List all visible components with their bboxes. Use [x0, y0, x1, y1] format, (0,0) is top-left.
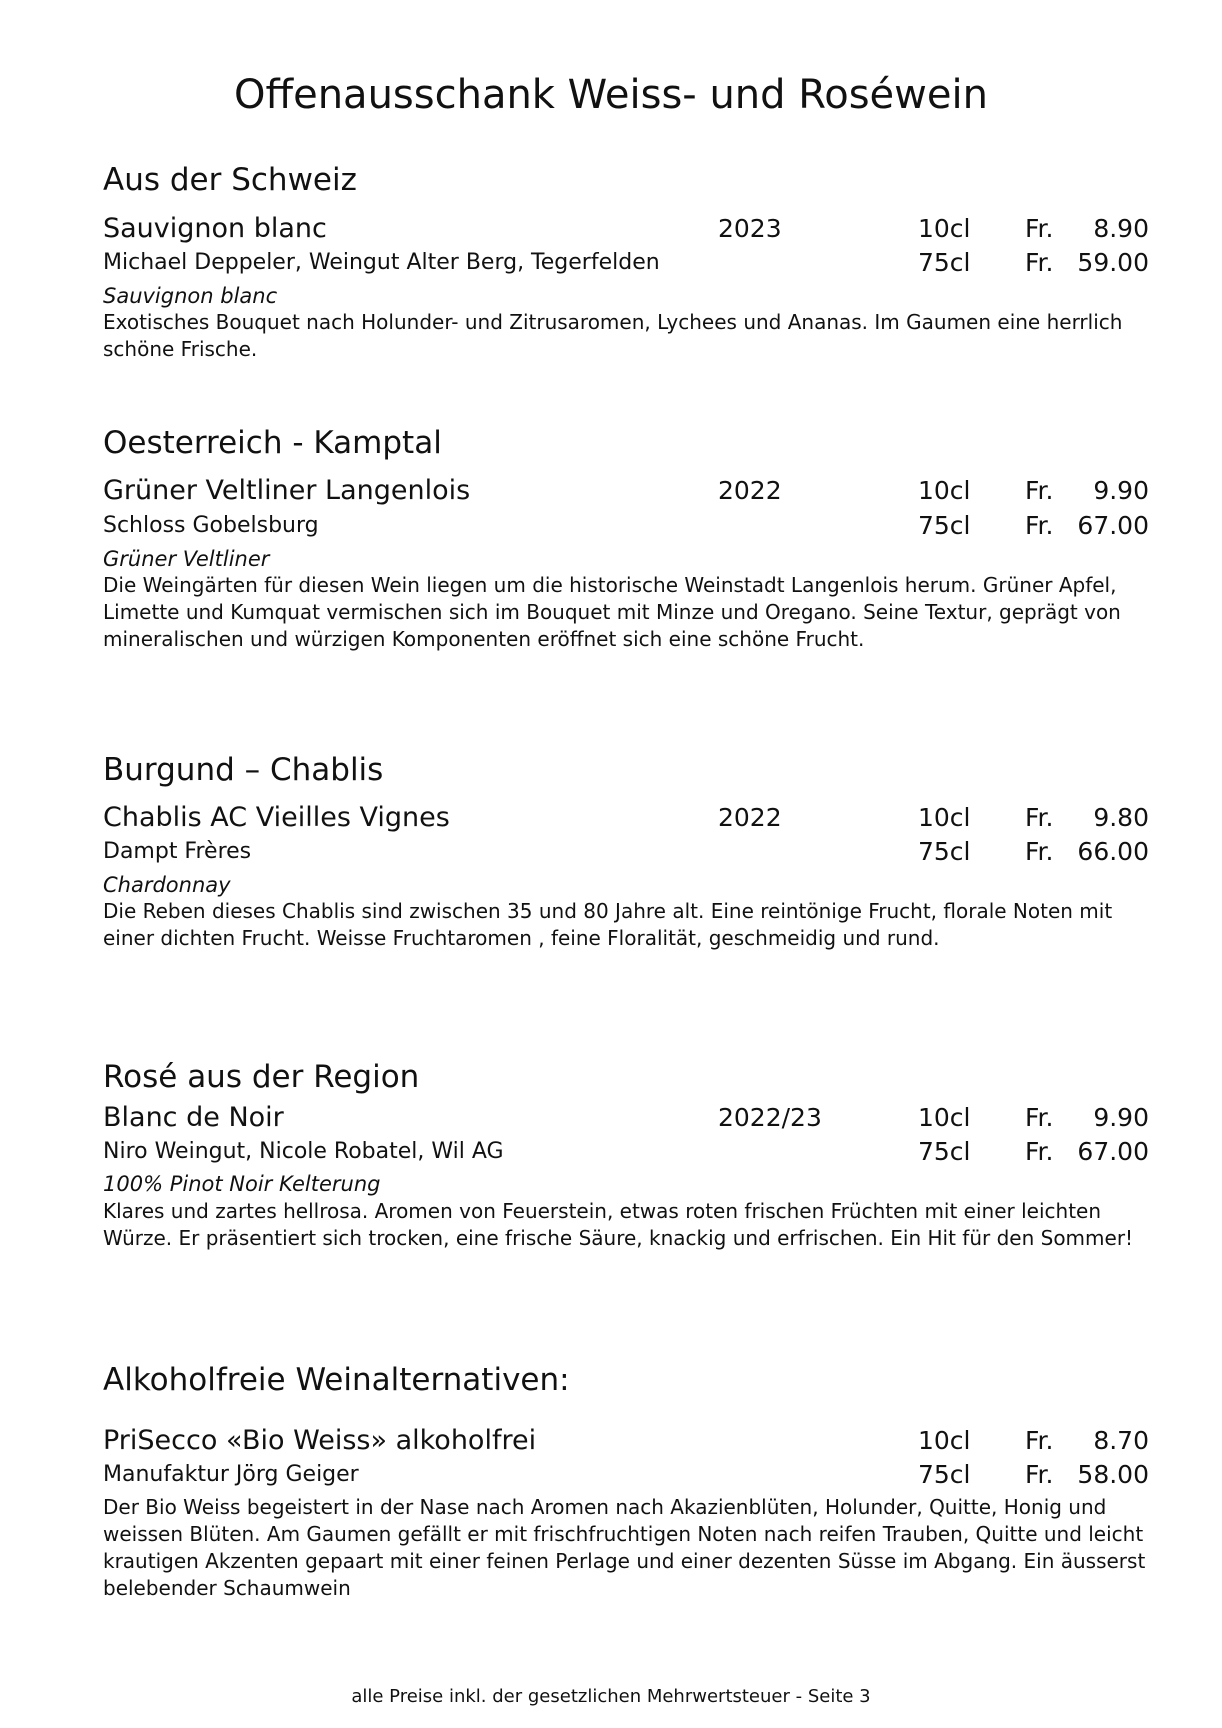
bottle-size: 75cl: [918, 511, 971, 540]
price-glass: 9.90: [1093, 476, 1149, 505]
region-heading-rose: Rosé aus der Region: [103, 1059, 420, 1095]
region-heading-burgund: Burgund – Chablis: [103, 752, 384, 788]
currency: Fr.: [1025, 837, 1054, 866]
currency: Fr.: [1025, 1137, 1054, 1166]
glass-size: 10cl: [918, 1426, 971, 1455]
wine-row: [0, 1101, 1222, 1135]
wine-row: [0, 212, 1222, 246]
wine-name: Grüner Veltliner Langenlois: [103, 475, 471, 506]
price-glass: 9.80: [1093, 803, 1149, 832]
currency: Fr.: [1025, 803, 1054, 832]
wine-description: Der Bio Weiss begeistert in der Nase nach Aromen nach Akazienblüten, Holunder, Quitte, Honig und weissen Blüten. Am Gaumen gefällt er mit frischfruchtigen Noten nach reifen Trauben, Quitte und leicht krautigen Akzenten gepaart mit einer feinen Perlage und einer dezenten Süsse im Abgang. Ein äusserst belebender Schaumwein: [103, 1495, 1146, 1600]
price-bottle: 66.00: [1077, 837, 1149, 866]
producer: Schloss Gobelsburg: [103, 513, 319, 538]
wine-name: PriSecco «Bio Weiss» alkoholfrei: [103, 1425, 537, 1456]
currency: Fr.: [1025, 1103, 1054, 1132]
glass-size: 10cl: [918, 214, 971, 243]
currency: Fr.: [1025, 214, 1054, 243]
wine-row: [0, 474, 1222, 508]
producer: Michael Deppeler, Weingut Alter Berg, Tegerfelden: [103, 250, 660, 275]
producer: Manufaktur Jörg Geiger: [103, 1462, 359, 1487]
price-bottle: 59.00: [1077, 248, 1149, 277]
vintage-year: 2023: [718, 214, 782, 243]
price-bottle: 67.00: [1077, 511, 1149, 540]
wine-name: Blanc de Noir: [103, 1102, 284, 1133]
bottle-size: 75cl: [918, 1137, 971, 1166]
price-glass: 8.70: [1093, 1426, 1149, 1455]
price-glass: 8.90: [1093, 214, 1149, 243]
wine-row: [0, 1424, 1222, 1458]
glass-size: 10cl: [918, 803, 971, 832]
page-title: Offenausschank Weiss- und Roséwein: [234, 72, 988, 118]
maker-row: [0, 246, 1222, 280]
wine-description: Klares und zartes hellrosa. Aromen von Feuerstein, etwas roten frischen Früchten mit einer leichten Würze. Er präsentiert sich trocken, eine frische Säure, knackig und erfrischen. Ein Hit für den Sommer!: [103, 1199, 1134, 1250]
producer: Niro Weingut, Nicole Robatel, Wil AG: [103, 1139, 504, 1164]
producer: Dampt Frères: [103, 839, 252, 864]
maker-row: [0, 1135, 1222, 1169]
wine-description: Die Reben dieses Chablis sind zwischen 35 und 80 Jahre alt. Eine reintönige Frucht, florale Noten mit einer dichten Frucht. Weisse Fruchtaromen , feine Floralität, geschmeidig und rund.: [103, 899, 1113, 950]
vintage-year: 2022/23: [718, 1103, 822, 1132]
price-bottle: 58.00: [1077, 1460, 1149, 1489]
glass-size: 10cl: [918, 476, 971, 505]
grape-variety: Sauvignon blanc: [103, 284, 278, 308]
region-heading-oesterreich: Oesterreich - Kamptal: [103, 425, 442, 461]
price-glass: 9.90: [1093, 1103, 1149, 1132]
grape-variety: 100% Pinot Noir Kelterung: [103, 1172, 381, 1196]
maker-row: [0, 509, 1222, 543]
currency: Fr.: [1025, 248, 1054, 277]
currency: Fr.: [1025, 1460, 1054, 1489]
maker-row: [0, 835, 1222, 869]
wine-row: [0, 801, 1222, 835]
region-heading-alkoholfrei: Alkoholfreie Weinalternativen:: [103, 1362, 570, 1398]
currency: Fr.: [1025, 476, 1054, 505]
glass-size: 10cl: [918, 1103, 971, 1132]
bottle-size: 75cl: [918, 837, 971, 866]
grape-variety: Grüner Veltliner: [103, 547, 270, 571]
grape-variety: Chardonnay: [103, 873, 231, 897]
price-bottle: 67.00: [1077, 1137, 1149, 1166]
bottle-size: 75cl: [918, 248, 971, 277]
wine-description: Exotisches Bouquet nach Holunder- und Zitrusaromen, Lychees und Ananas. Im Gaumen eine herrlich schöne Frische.: [103, 310, 1123, 361]
bottle-size: 75cl: [918, 1460, 971, 1489]
region-heading-schweiz: Aus der Schweiz: [103, 162, 357, 198]
wine-description: Die Weingärten für diesen Wein liegen um die historische Weinstadt Langenlois herum. Grüner Apfel, Limette und Kumquat vermischen sich im Bouquet mit Minze und Oregano. Seine Textur, geprägt von mineralischen und würzigen Komponenten eröffnet sich eine schöne Frucht.: [103, 573, 1121, 651]
wine-name: Sauvignon blanc: [103, 213, 327, 244]
page-footer: alle Preise inkl. der gesetzlichen Mehrwertsteuer - Seite 3: [351, 1686, 871, 1707]
vintage-year: 2022: [718, 476, 782, 505]
currency: Fr.: [1025, 1426, 1054, 1455]
wine-name: Chablis AC Vieilles Vignes: [103, 802, 450, 833]
vintage-year: 2022: [718, 803, 782, 832]
currency: Fr.: [1025, 511, 1054, 540]
maker-row: [0, 1458, 1222, 1492]
